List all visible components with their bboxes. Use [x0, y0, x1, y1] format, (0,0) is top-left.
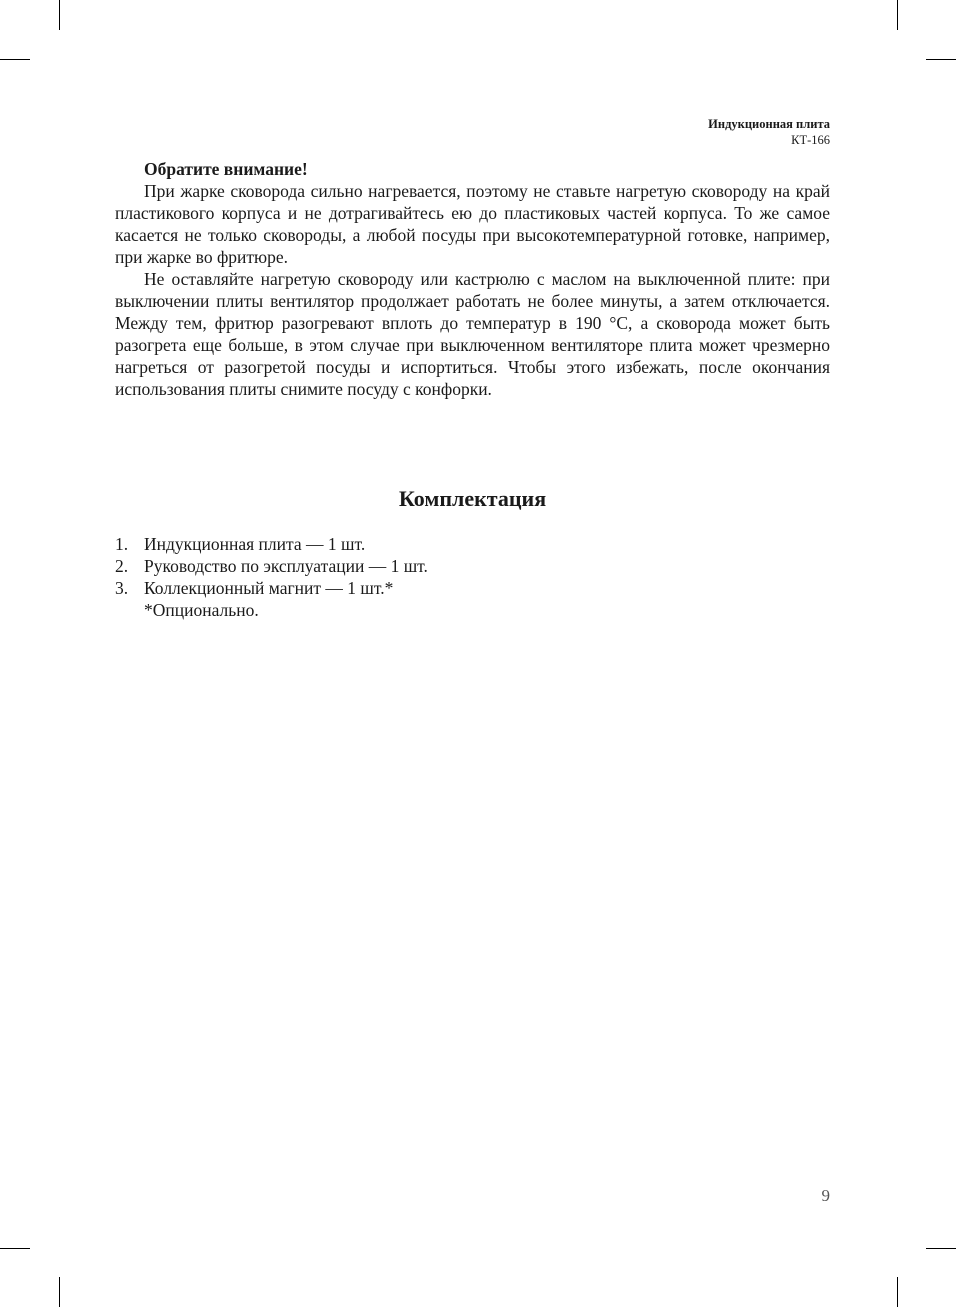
list-item-number: 2. — [115, 556, 129, 576]
crop-mark-top-left-vertical — [59, 0, 60, 30]
crop-mark-bottom-left-vertical — [59, 1277, 60, 1307]
header-model-name: Индукционная плита — [708, 117, 830, 131]
list-item — [115, 577, 830, 599]
package-list — [115, 533, 830, 599]
package-footnote: *Опционально. — [144, 600, 259, 620]
notice-paragraph-1: При жарке сковорода сильно нагревается, поэтому не ставьте нагретую сковороду на край пластикового корпуса и не дотрагивайтесь ею до пластиковых частей корпуса. То же самое касается не только сковороды, а любой посуды при высокотемпературной готовке, например, при жарке во фритюре. — [115, 181, 830, 267]
notice-section — [115, 158, 830, 400]
list-item — [115, 533, 830, 555]
list-item-text: Индукционная плита — 1 шт. — [144, 534, 366, 554]
list-item-text: Руководство по эксплуатации — 1 шт. — [144, 556, 428, 576]
crop-mark-bottom-right-horizontal — [926, 1248, 956, 1249]
crop-mark-bottom-right-vertical — [897, 1277, 898, 1307]
crop-mark-top-left-horizontal — [0, 59, 30, 60]
page-header — [708, 116, 830, 148]
header-model-code: КТ-166 — [791, 133, 830, 147]
crop-mark-bottom-left-horizontal — [0, 1248, 30, 1249]
notice-title: Обратите внимание! — [144, 159, 308, 179]
crop-mark-top-right-vertical — [897, 0, 898, 30]
notice-paragraph-2: Не оставляйте нагретую сковороду или кастрюлю с маслом на выключенной плите: при выключении плиты вентилятор продолжает работать не более минуты, а затем отключается. Между тем, фритюр разогревают вплоть до температур в 190 °С, а сковорода может быть разогрета еще больше, в этом случае при выключенном вентиляторе плита может чрезмерно нагреться от разогретой посуды и испортиться. Чтобы этого избежать, после окончания использования плиты снимите посуду с конфорки. — [115, 269, 830, 399]
page-number: 9 — [821, 1186, 830, 1205]
list-item-number: 3. — [115, 578, 129, 598]
list-item — [115, 555, 830, 577]
crop-mark-top-right-horizontal — [926, 59, 956, 60]
package-title: Комплектация — [398, 486, 547, 511]
list-item-text: Коллекционный магнит — 1 шт.* — [144, 578, 394, 598]
list-item-number: 1. — [115, 534, 129, 554]
